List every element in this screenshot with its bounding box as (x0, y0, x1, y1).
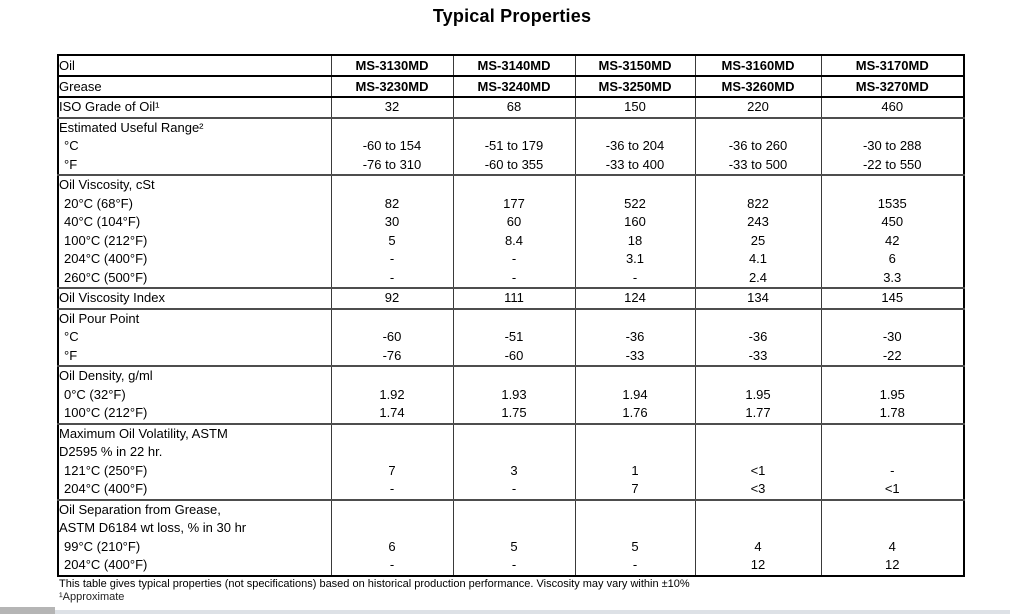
cell-value: -33 to 500 (728, 156, 788, 172)
cell-value (822, 425, 964, 444)
cell-value (696, 310, 821, 329)
value-column (695, 366, 821, 424)
table-footnote: This table gives typical properties (not specifications) based on historical production performance. Viscosity may vary within ±10% (59, 577, 690, 590)
cell-value: -22 to 550 (862, 156, 922, 172)
table-footnote-partial-clipped: ¹Approximate (59, 590, 125, 603)
value-column (695, 118, 821, 176)
row-label: Grease (58, 76, 331, 97)
value-column (575, 118, 695, 176)
section-maximum-oil-volatility (58, 424, 964, 500)
product-code: MS-3140MD (453, 55, 575, 76)
section-oil-viscosity-index (58, 288, 964, 309)
value-column (453, 366, 575, 424)
cell-value: 4 (888, 538, 896, 554)
row-label: °C (64, 329, 79, 344)
cell-value: 18 (627, 232, 643, 248)
cell-value (696, 119, 821, 138)
cell-value: 177 (503, 195, 525, 211)
cell-value (696, 443, 821, 462)
cell-value (576, 443, 695, 462)
cell-value: - (511, 251, 517, 266)
cell-value: -51 (504, 329, 524, 344)
row-label: ISO Grade of Oil¹ (59, 99, 160, 114)
product-code: MS-3170MD (821, 55, 964, 76)
cell-value (332, 119, 453, 138)
cell-value: -36 (625, 329, 645, 344)
value-column (575, 288, 695, 309)
row-label: Oil Pour Point (59, 310, 140, 326)
cell-value (454, 519, 575, 538)
cell-value: 1.93 (501, 386, 527, 402)
cell-value: - (632, 557, 638, 572)
row-label: 0°C (32°F) (64, 386, 126, 402)
cell-value (822, 310, 964, 329)
value-column (453, 175, 575, 288)
cell-value: 60 (506, 214, 522, 229)
cell-value (696, 501, 821, 520)
row-label: ASTM D6184 wt loss, % in 30 hr (59, 520, 247, 535)
cell-value (332, 176, 453, 195)
value-column (331, 97, 453, 118)
cell-value: 1.95 (879, 386, 905, 402)
value-column (695, 175, 821, 288)
cell-value: -36 (748, 329, 768, 344)
section-label-cell (58, 500, 331, 576)
value-column (821, 118, 964, 176)
section-label-cell (58, 366, 331, 424)
cell-value: 160 (624, 214, 646, 229)
cell-value: 30 (384, 214, 400, 229)
value-column (695, 424, 821, 500)
cell-value (454, 443, 575, 462)
cell-value: 4.1 (748, 251, 768, 266)
value-column (695, 309, 821, 367)
cell-value (454, 310, 575, 329)
value-column (821, 366, 964, 424)
cell-value (822, 501, 964, 520)
cell-value (696, 425, 821, 444)
cell-value: 1 (631, 462, 639, 478)
value-column (575, 366, 695, 424)
cell-value: 124 (624, 290, 646, 305)
cell-value (454, 367, 575, 386)
cell-value: 3.3 (883, 269, 902, 285)
product-code: MS-3260MD (695, 76, 821, 97)
header-row-grease (58, 76, 964, 97)
section-oil-separation-from-grease (58, 500, 964, 576)
cell-value: 12 (750, 557, 766, 572)
value-column (331, 175, 453, 288)
cell-value: - (389, 557, 395, 572)
row-label: 20°C (68°F) (64, 195, 133, 211)
horizontal-scrollbar[interactable] (55, 610, 1010, 614)
value-column (695, 288, 821, 309)
cell-value (576, 310, 695, 329)
cell-value: - (511, 269, 517, 285)
cell-value: - (632, 269, 638, 285)
cell-value: 220 (747, 99, 769, 114)
cell-value: -33 (748, 347, 768, 363)
cell-value (576, 425, 695, 444)
section-oil-viscosity (58, 175, 964, 288)
cell-value: 82 (384, 195, 400, 211)
section-label-cell (58, 118, 331, 176)
cell-value: <1 (884, 481, 900, 496)
cell-value: 6 (388, 538, 396, 554)
row-label: °C (64, 138, 79, 153)
cell-value: 1535 (877, 195, 907, 211)
cell-value: 6 (888, 251, 896, 266)
value-column (331, 366, 453, 424)
cell-value: 1.94 (622, 386, 648, 402)
cell-value (696, 367, 821, 386)
row-label: Oil Density, g/ml (59, 368, 153, 383)
cell-value: -60 (382, 329, 402, 344)
cell-value: 1.75 (501, 405, 527, 420)
cell-value: -30 (882, 329, 902, 344)
row-label: Oil (58, 55, 331, 76)
cell-value: -76 (382, 347, 402, 363)
cell-value: 3 (510, 462, 518, 478)
cell-value: 3.1 (625, 251, 645, 266)
header-row-oil (58, 55, 964, 76)
cell-value: - (511, 481, 517, 496)
cell-value: 1.76 (622, 405, 648, 420)
cell-value: 32 (384, 99, 400, 114)
properties-table-wrap (57, 54, 963, 603)
section-label-cell (58, 288, 331, 309)
cell-value (454, 176, 575, 195)
value-column (821, 288, 964, 309)
product-code: MS-3160MD (695, 55, 821, 76)
cell-value: 5 (388, 232, 396, 248)
cell-value: -33 (625, 347, 645, 363)
section-oil-density (58, 366, 964, 424)
cell-value: 5 (510, 538, 518, 554)
cell-value: 134 (747, 290, 769, 305)
cell-value: -60 to 355 (484, 156, 544, 172)
properties-table (57, 54, 965, 577)
cell-value: -36 to 260 (728, 138, 788, 153)
cell-value: 1.77 (745, 405, 771, 420)
cell-value (332, 443, 453, 462)
product-code: MS-3150MD (575, 55, 695, 76)
section-label-cell (58, 175, 331, 288)
cell-value (576, 501, 695, 520)
value-column (575, 309, 695, 367)
cell-value: -60 (504, 347, 524, 363)
cell-value: -76 to 310 (362, 156, 422, 172)
row-label: °F (64, 156, 78, 172)
row-label: 204°C (400°F) (64, 251, 148, 266)
row-label: Oil Viscosity Index (59, 290, 165, 305)
cell-value: 7 (388, 462, 396, 478)
row-label: 40°C (104°F) (64, 214, 141, 229)
value-column (575, 500, 695, 576)
value-column (821, 424, 964, 500)
row-label: °F (64, 347, 78, 363)
value-column (575, 97, 695, 118)
cell-value (332, 501, 453, 520)
value-column (453, 309, 575, 367)
value-column (453, 500, 575, 576)
section-oil-pour-point (58, 309, 964, 367)
cell-value: 92 (384, 290, 400, 305)
value-column (453, 118, 575, 176)
cell-value: 1.74 (379, 405, 405, 420)
section-estimated-useful-range (58, 118, 964, 176)
cell-value: 1.92 (379, 386, 405, 402)
cell-value: 1.78 (879, 405, 905, 420)
row-label: 121°C (250°F) (64, 462, 148, 478)
cell-value (332, 519, 453, 538)
cell-value (332, 425, 453, 444)
value-column (821, 309, 964, 367)
cell-value: 12 (885, 557, 900, 572)
cell-value (822, 367, 964, 386)
row-label: 100°C (212°F) (64, 405, 148, 420)
cell-value (822, 443, 964, 462)
row-label: Oil Viscosity, cSt (59, 177, 155, 192)
cell-value: 150 (624, 99, 646, 114)
value-column (331, 288, 453, 309)
section-iso-grade-of-oil (58, 97, 964, 118)
cell-value: 7 (631, 481, 639, 496)
cell-value (332, 310, 453, 329)
value-column (331, 500, 453, 576)
row-label: 99°C (210°F) (64, 538, 141, 554)
cell-value (822, 119, 964, 138)
value-column (453, 97, 575, 118)
cell-value: - (389, 269, 395, 285)
cell-value: -22 (882, 347, 902, 363)
product-code: MS-3250MD (575, 76, 695, 97)
row-label: Oil Separation from Grease, (59, 501, 221, 517)
value-column (821, 175, 964, 288)
value-column (821, 500, 964, 576)
cell-value (454, 425, 575, 444)
cell-value (332, 367, 453, 386)
value-column (575, 175, 695, 288)
value-column (821, 97, 964, 118)
cell-value: - (389, 251, 395, 266)
cell-value: 822 (747, 195, 769, 211)
cell-value (696, 519, 821, 538)
product-code: MS-3270MD (821, 76, 964, 97)
cell-value: -36 to 204 (605, 138, 665, 153)
section-label-cell (58, 97, 331, 118)
cell-value: 460 (881, 99, 904, 114)
product-code: MS-3130MD (331, 55, 453, 76)
cell-value: 25 (750, 232, 766, 248)
row-label: 204°C (400°F) (64, 557, 148, 572)
cell-value: -30 to 288 (862, 138, 922, 153)
row-label: Estimated Useful Range² (59, 119, 204, 135)
cell-value: -33 to 400 (605, 156, 665, 172)
cell-value (822, 176, 964, 195)
cell-value: 42 (885, 232, 900, 248)
product-code: MS-3240MD (453, 76, 575, 97)
cell-value: 522 (624, 195, 646, 211)
cell-value: -60 to 154 (362, 138, 422, 153)
cell-value: 4 (754, 538, 762, 554)
cell-value: <1 (750, 462, 766, 478)
cell-value: - (389, 481, 395, 496)
cell-value (454, 119, 575, 138)
value-column (331, 424, 453, 500)
cell-value: - (511, 557, 517, 572)
cell-value: 2.4 (748, 269, 768, 285)
row-label: 204°C (400°F) (64, 481, 148, 496)
cell-value (576, 176, 695, 195)
section-label-cell (58, 424, 331, 500)
cell-value: <3 (750, 481, 766, 496)
row-label: 100°C (212°F) (64, 232, 148, 248)
cell-value: 450 (881, 214, 904, 229)
value-column (453, 424, 575, 500)
product-code: MS-3230MD (331, 76, 453, 97)
row-label: 260°C (500°F) (64, 269, 148, 285)
cell-value (576, 367, 695, 386)
cell-value: 1.95 (745, 386, 771, 402)
cell-value: 68 (506, 99, 522, 114)
value-column (695, 500, 821, 576)
window-corner (0, 607, 55, 614)
row-label: Maximum Oil Volatility, ASTM (59, 425, 228, 441)
value-column (331, 309, 453, 367)
cell-value (454, 501, 575, 520)
cell-value: 8.4 (504, 232, 524, 248)
value-column (453, 288, 575, 309)
cell-value (576, 119, 695, 138)
value-column (331, 118, 453, 176)
cell-value: 111 (504, 290, 524, 305)
value-column (695, 97, 821, 118)
cell-value: - (890, 462, 895, 478)
page-title: Typical Properties (432, 6, 592, 26)
cell-value (696, 176, 821, 195)
cell-value: 5 (631, 538, 639, 554)
cell-value: -51 to 179 (484, 138, 544, 153)
section-label-cell (58, 309, 331, 367)
cell-value (576, 519, 695, 538)
row-label: D2595 % in 22 hr. (59, 444, 163, 459)
cell-value: 243 (747, 214, 769, 229)
value-column (575, 424, 695, 500)
cell-value: 145 (881, 290, 904, 305)
cell-value (822, 519, 964, 538)
